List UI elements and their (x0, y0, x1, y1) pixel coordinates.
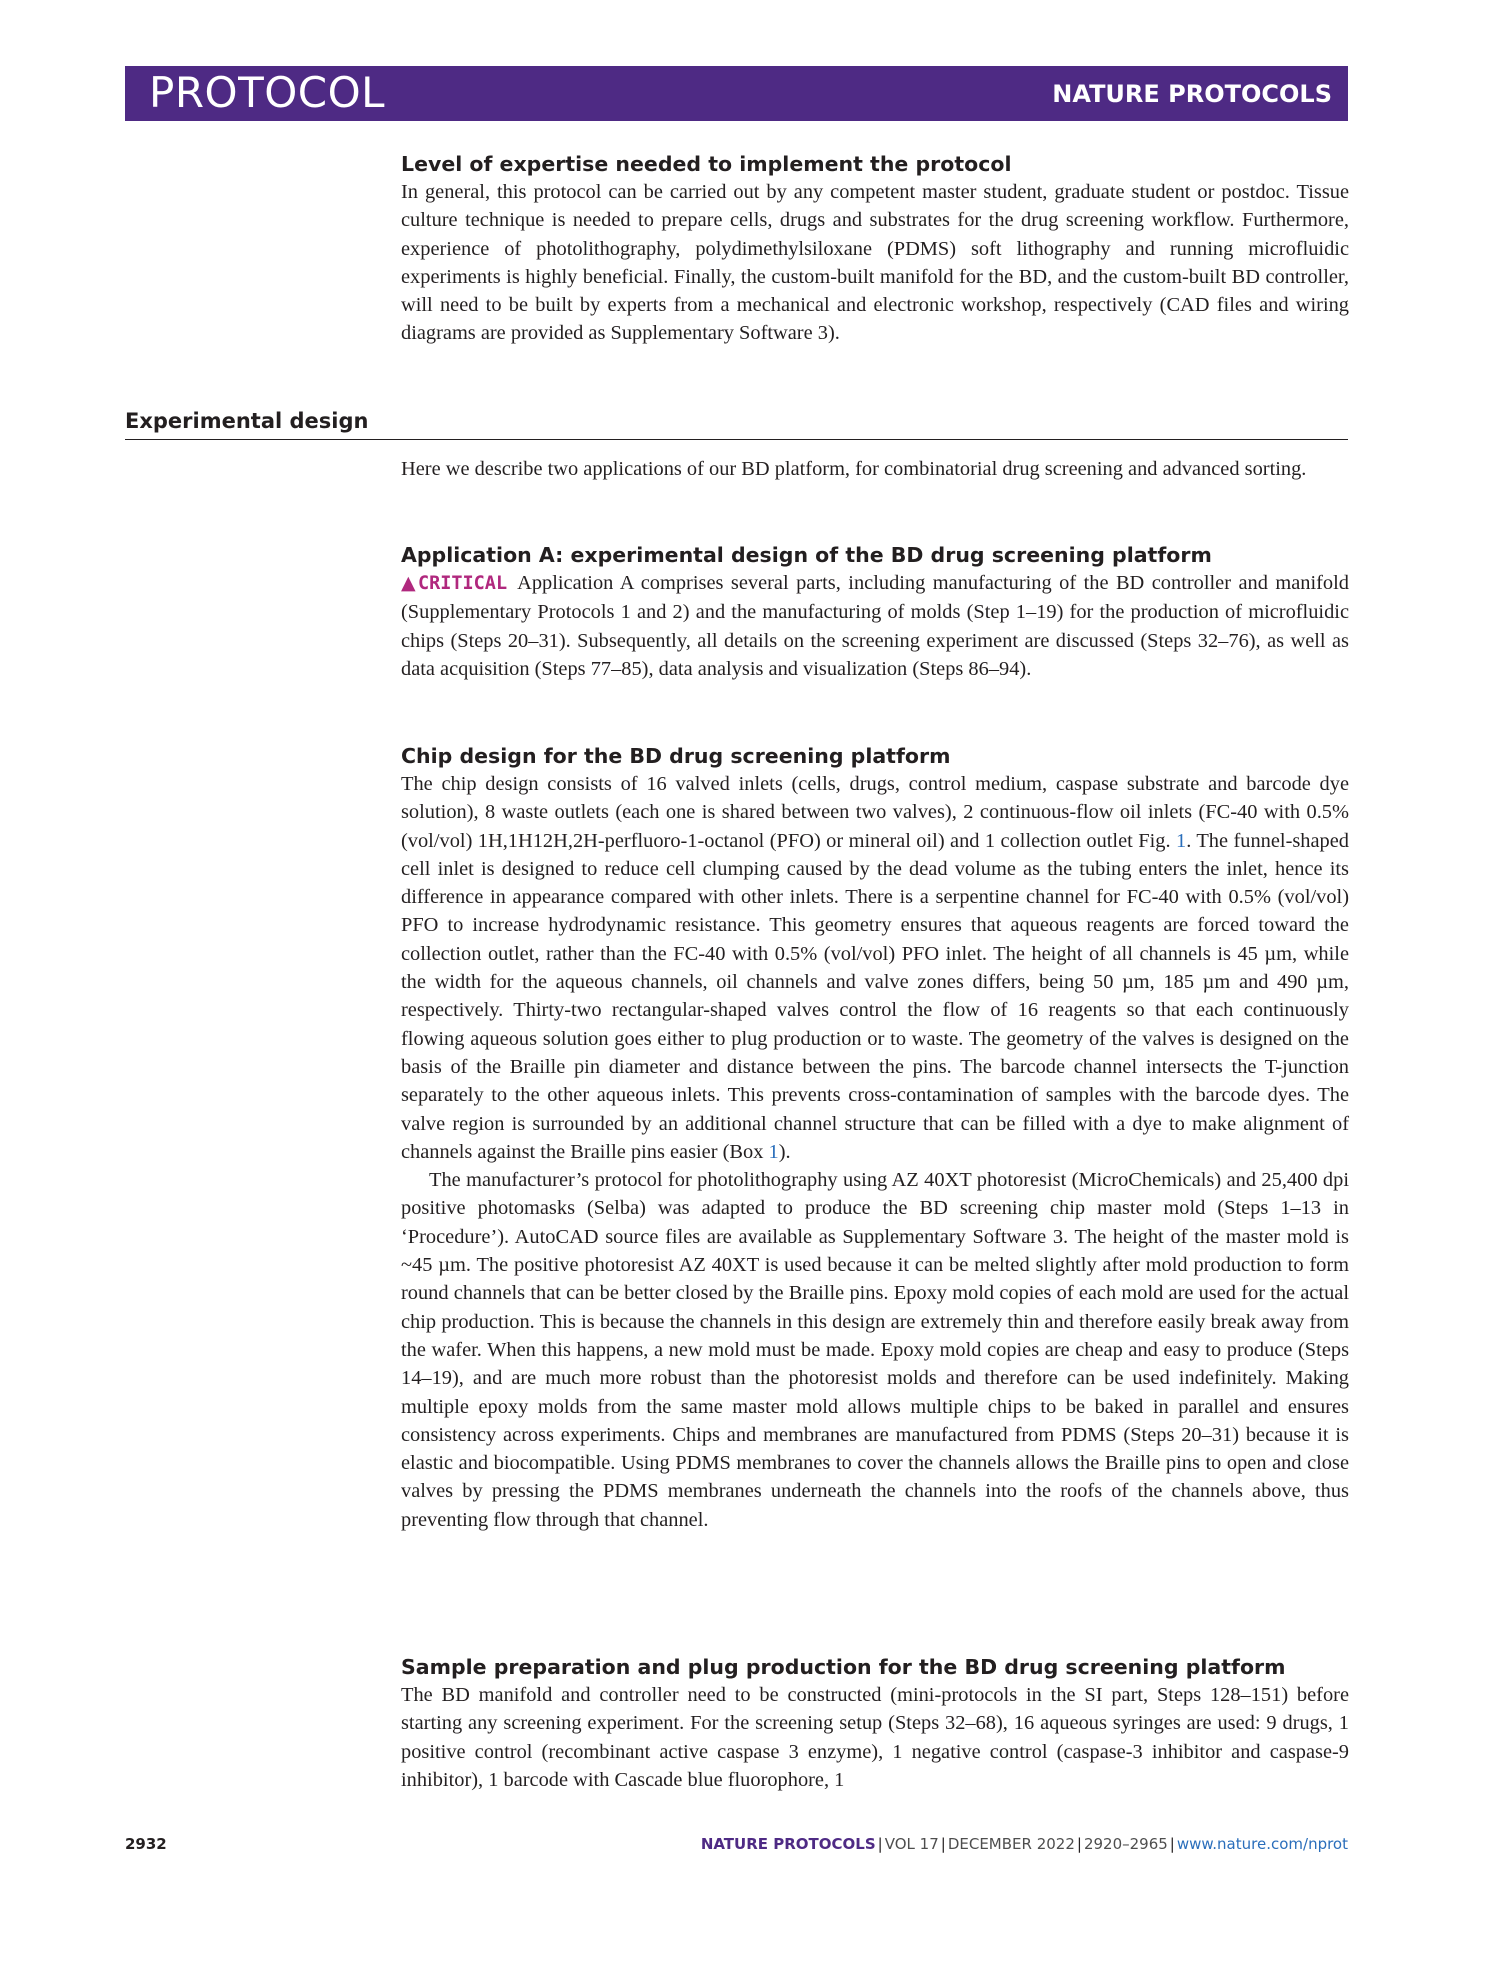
application-a-block (401, 541, 1349, 683)
chip-design-heading: Chip design for the BD drug screening platform (401, 744, 951, 768)
expertise-paragraph: In general, this protocol can be carried out by any competent master student, graduate student or postdoc. Tissue culture technique is needed to prepare cells, drugs and substrates for the drug screening workflow. Furthermore, experience of photolithography, polydimethylsiloxane (PDMS) soft lithography and running microfluidic experiments is highly beneficial. Finally, the custom-built manifold for the BD, and the custom-built BD controller, will need to be built by experts from a mechanical and electronic workshop, respectively (CAD files and wiring diagrams are provided as Supplementary Software 3). (401, 181, 1349, 345)
application-a-text: Application A comprises several parts, including manufacturing of the BD controller and manifold (Supplementary Protocols 1 and 2) and the manufacturing of molds (Step 1–19) for the production of microfluidic chips (Steps 20–31). Subsequently, all details on the screening experiment are discussed (Steps 32–76), as well as data acquisition (Steps 77–85), data analysis and visualization (Steps 86–94). (401, 572, 1349, 680)
chip-design-text-2: . The funnel-shaped cell inlet is designed to reduce cell clumping caused by the dead volume as the tubing enters the inlet, hence its difference in appearance compared with other inlets. There is a serpentine channel for FC-40 with 0.5% (vol/vol) PFO to increase hydrodynamic resistance. This geometry ensures that aqueous reagents are forced toward the collection outlet, rather than the FC-40 with 0.5% (vol/vol) PFO inlet. The height of all channels is 45 µm, while the width for the aqueous channels, oil channels and valve zones differs, being 50 µm, 185 µm and 490 µm, respectively. Thirty-two rectangular-shaped valves control the flow of 16 reagents so that each continuously flowing aqueous solution goes either to plug production or to waste. The geometry of the valves is designed on the basis of the Braille pin diameter and distance between the pins. The barcode channel intersects the T-junction separately to the other aqueous inlets. This prevents cross-contamination of samples with the barcode dyes. The valve region is surrounded by an additional channel structure that can be filled with a dye to make alignment of channels against the Braille pins easier (Box (401, 829, 1349, 1163)
experimental-design-intro (401, 455, 1349, 483)
footer-separator: | (940, 1835, 946, 1853)
header-bar (125, 66, 1348, 121)
chip-design-paragraph-2: The manufacturer’s protocol for photolithography using AZ 40XT photoresist (MicroChemicals) and 25,400 dpi positive photomasks (Selba) was adapted to produce the BD screening chip master mold (Steps 1–13 in ‘Procedure’). AutoCAD source files are available as Supplementary Software 3. The height of the master mold is ~45 µm. The positive photoresist AZ 40XT is used because it can be melted slightly after mold production to form round channels that can be better closed by the Braille pins. Epoxy mold copies of each mold are used for the actual chip production. This is because the channels in this design are extremely thin and therefore easily break away from the wafer. When this happens, a new mold must be made. Epoxy mold copies are cheap and easy to produce (Steps 14–19), and are much more robust than the photoresist molds and therefore can be used indefinitely. Making multiple epoxy molds from the same master mold allows multiple chips to be baked in parallel and ensures consistency across experiments. Chips and membranes are manufactured from PDMS (Steps 20–31) because it is elastic and biocompatible. Using PDMS membranes to cover the channels allows the Braille pins to open and close valves by pressing the PDMS membranes underneath the channels into the roofs of the channels above, thus preventing flow through that channel. (401, 1169, 1349, 1531)
footer-journal: NATURE PROTOCOLS (700, 1835, 876, 1853)
application-a-heading: Application A: experimental design of the BD drug screening platform (401, 543, 1212, 567)
chip-design-text-3: ). (778, 1140, 791, 1163)
footer-separator: | (877, 1835, 883, 1853)
figure-1-link[interactable]: 1 (1175, 829, 1187, 852)
footer-url-link[interactable]: www.nature.com/nprot (1176, 1835, 1348, 1853)
chip-design-text-1: The chip design consists of 16 valved inlets (cells, drugs, control medium, caspase substrate and barcode dye solution), 8 waste outlets (each one is shared between two valves), 2 continuous-flow oil inlets (FC-40 with 0.5% (vol/vol) 1H,1H12H,2H-perfluoro-1-octanol (PFO) or mineral oil) and 1 collection outlet Fig. (401, 773, 1349, 852)
chip-design-block (401, 742, 1349, 1534)
chip-design-paragraph-1 (401, 770, 1349, 1166)
footer-date: DECEMBER 2022 (947, 1835, 1075, 1853)
intro-paragraph: Here we describe two applications of our BD platform, for combinatorial drug screening and advanced sorting. (401, 458, 1307, 480)
expertise-block (401, 150, 1349, 348)
expertise-heading: Level of expertise needed to implement the protocol (401, 152, 1012, 176)
critical-triangle-icon: ▲ (401, 572, 418, 594)
application-a-paragraph (401, 569, 1349, 683)
section-divider (125, 439, 1348, 440)
sample-prep-paragraph: The BD manifold and controller need to be constructed (mini-protocols in the SI part, Steps 128–151) before starting any screening experiment. For the screening setup (Steps 32–68), 16 aqueous syringes are used: 9 drugs, 1 positive control (recombinant active caspase 3 enzyme), 1 negative control (caspase-3 inhibitor and caspase-9 inhibitor), 1 barcode with Cascade blue fluorophore, 1 (401, 1684, 1349, 1791)
box-1-link[interactable]: 1 (768, 1140, 779, 1163)
page-number: 2932 (125, 1835, 167, 1853)
footer-pages: 2920–2965 (1083, 1835, 1168, 1853)
critical-label: CRITICAL (417, 573, 508, 594)
sample-prep-heading: Sample preparation and plug production for the BD drug screening platform (401, 1655, 1286, 1679)
article-type-label: PROTOCOL (149, 68, 386, 117)
footer-separator: | (1169, 1835, 1175, 1853)
sample-prep-block (401, 1653, 1349, 1794)
journal-name-label: NATURE PROTOCOLS (1052, 80, 1332, 108)
footer-volume: VOL 17 (884, 1835, 939, 1853)
footer-citation (701, 1835, 1348, 1853)
section-title-experimental-design: Experimental design (125, 409, 369, 433)
footer-separator: | (1076, 1835, 1082, 1853)
